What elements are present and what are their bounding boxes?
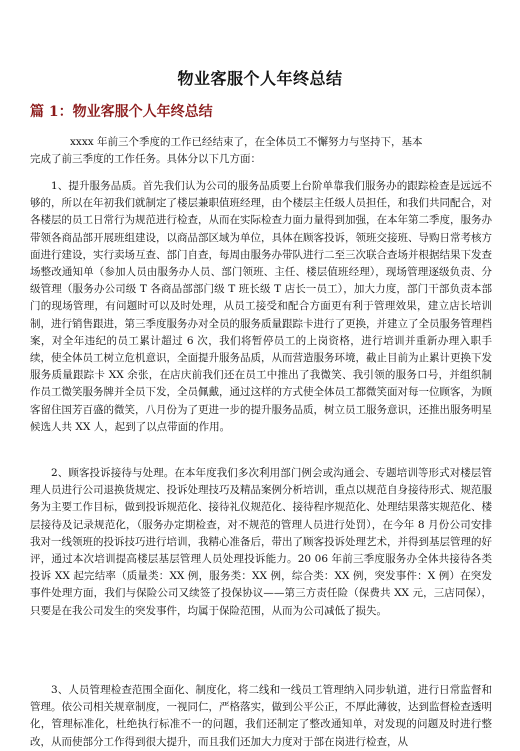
section-heading: 篇 1：物业客服个人年终总结 (30, 104, 213, 120)
body-paragraph-3: 3、人员管理检查范围全面化、制度化，将二线和一线员工管理纳入同步轨道，进行日常监督和管理。依公司相关规章制度，一视同仁，严格落实，做到公平公正，不厚此薄彼，达到监督检查透明化，管理标准化，杜绝执行标准不一的问题，我们还制定了整改通知单，对发现的问题及时进行整改，从而使部分工作得到很大提升，而且我们还加大力度对于部在岗进行检查，从 (30, 684, 492, 748)
document-title: 物业客服个人年终总结 (177, 69, 343, 88)
body-paragraph-2: 2、顾客投诉接待与处理。在本年度我们多次利用部门例会或沟通会、专题培训等形式对楼层管理人员进行公司退换货规定、投诉处理技巧及精品案例分析培训，重点以规范自身接待形式、规范服务为主要工作目标，做到投诉规范化、接待礼仪规范化、接待程序规范化、处理结果落实规范化、楼层接待及记录规范化，（服务办定期检查，对不规范的管理人员进行处罚），在今年 8 月份公司安排我对一线领班的投诉技巧进行培训，我精心准备后，带出了顾客投诉处理艺术，并得到基层管理的好评，通过本次培训提高楼层基层管理人员处理投诉能力。20 06 年前三季度服务办全体共接待各类投诉 XX 起完结率（质量类：XX 例，服务类：XX 例，综合类：XX 例，突发事件：X 例）在突发事件处理方面，我们与保险公司又续签了投保协议——第三方责任险（保费共 XX 元，三店同保），只要是在我公司发生的突发事件，均属于保险范围，从而为公司减低了损失。 (30, 467, 492, 617)
intro-line-1: xxxx 年前三个季度的工作已经结束了，在全体员工不懈努力与坚持下，基本 (70, 136, 423, 148)
intro-paragraph (30, 134, 492, 168)
body-paragraph-1: 1、提升服务品质。首先我们认为公司的服务品质要上台阶单靠我们服务办的跟踪检查是远远不够的，所以在年初我们就制定了楼层兼职值班经理，由个楼层主任级人员担任，和我们共同配合，对各楼层的员工日常行为规范进行检查，从而在实际检查力面力量得到加强，在本年第二季度，服务办带领各商品部开展班组建设，以商品部区域为单位，具体在顾客投诉，领班交接班、导购日常考核方面进行建设，实行卖场互查、部门自查，每周由服务办带队进行二至三次联合查场并根据结果下发查场整改通知单（参加人员由服务办人员、部门领班、主任、楼层值班经理），现场管理逐级负责、分级管理（服务办公司级 T 各商品部部门级 T 班长级 T 店长一员工），加大力度，部门干部负责本部门的现场管理，有问题时可以及时处理，从员工接受和配合方面更有利于管理效果，建立店长培训制，进行销售跟进，第三季度服务办对全员的服务质量跟踪卡进行了更换，并建立了全员服务管理档案，对全年违纪的员工累计超过 6 次，我们将暂停员工的上岗资格，进行培训并重新办理入职手续，使全体员工树立危机意识，全面提升服务品质，从而营造服务环境，截止目前为止累计更换下发服务质量跟踪卡 XX 余张，在店庆前我们还在员工中推出了我微笑、我引领的服务口号，并组织制作员工微笑服务牌并全员下发，全员佩戴，通过这样的方式使全体员工都微笑面对每一位顾客，为顾客留住国芳百盛的微笑，八月份为了更进一步的提升服务品质，树立员工服务意识，还推出服务明星候选人共 XX 人，起到了以点带面的作用。 (30, 180, 492, 433)
intro-line-2: 完成了前三季度的工作任务。具体分以下几方面： (30, 153, 261, 165)
